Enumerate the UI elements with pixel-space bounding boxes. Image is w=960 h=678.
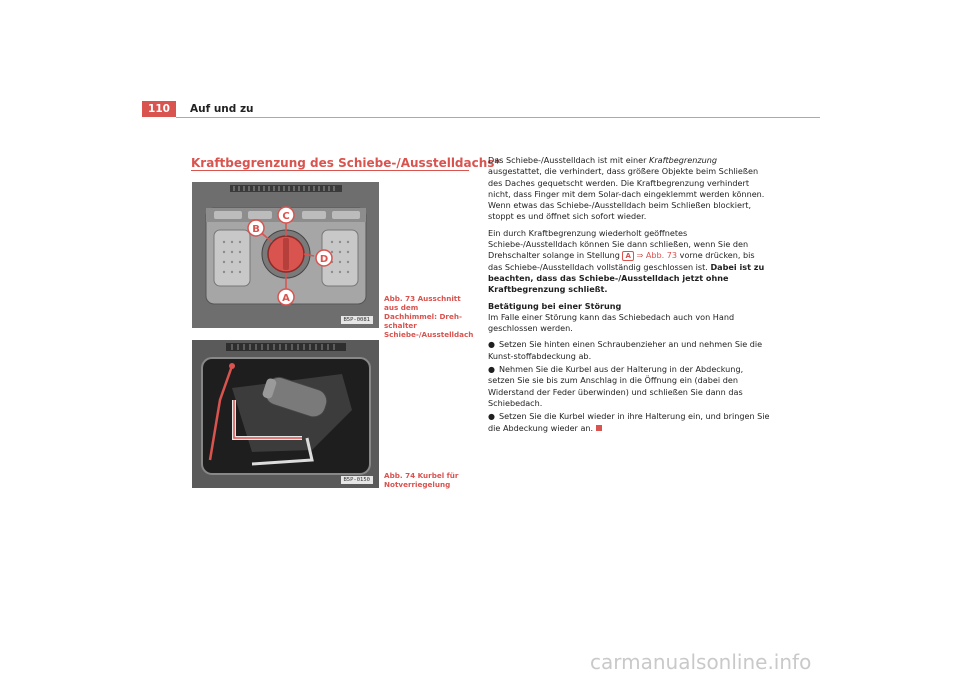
figure-73-image xyxy=(192,182,379,328)
paragraph-1 xyxy=(488,155,770,223)
body-text xyxy=(488,155,770,436)
bullet-item xyxy=(488,339,770,362)
bullet-item xyxy=(488,364,770,409)
bullet-icon: ● xyxy=(488,365,495,375)
paragraph-1-start: Das Schiebe-/Ausstelldach ist mit einer xyxy=(488,155,650,165)
paragraph-2-bold: Dabei ist zu beachten, dass das Schiebe-/Ausstelldach jetzt ohne Kraftbegrenzung schließt. xyxy=(488,261,765,295)
section-title: Kraftbegrenzung des Schiebe-/Ausstelldachs* xyxy=(191,156,501,170)
callout-d: D xyxy=(319,254,329,265)
paragraph-2-middle: vorne drücken, bis das Schiebe-/Ausstelldach vollständig geschlossen ist. xyxy=(488,250,755,272)
bullet-icon: ● xyxy=(488,340,495,350)
bullet-text: Setzen Sie die Kurbel wieder in ihre Halterung ein, und bringen Sie die Abdeckung wieder an. xyxy=(488,411,770,433)
paragraph-3: Im Falle einer Störung kann das Schiebedach auch von Hand geschlossen werden. xyxy=(488,311,735,334)
figure-74-image xyxy=(192,340,379,488)
callout-b: B xyxy=(252,224,260,235)
section-end-icon xyxy=(596,425,602,431)
bullet-icon: ● xyxy=(488,412,495,422)
callout-c: C xyxy=(282,211,290,222)
figure-74-code: B5P-0150 xyxy=(341,476,374,484)
paragraph-2 xyxy=(488,228,770,296)
section-rule xyxy=(191,170,469,171)
watermark: carmanualsonline.info xyxy=(590,650,812,674)
figure-reference-link[interactable]: ⇒ Abb. 73 xyxy=(636,250,678,261)
bullet-text: Nehmen Sie die Kurbel aus der Halterung in der Abdeckung, setzen Sie sie bis zum Anschlag in die Öffnung ein (dabei den Widerstand der Feder überwinden) und schließen Sie dann das Schiebedach. xyxy=(488,364,744,408)
subheading-malfunction: Betätigung bei einer Störung xyxy=(488,300,622,311)
chapter-title: Auf und zu xyxy=(190,103,254,115)
paragraph-1-end: ausgestattet, die verhindert, dass größere Objekte beim Schließen des Daches gequetscht werden. Die Kraftbegrenzung verhindert nicht, dass Finger mit dem Solar-dach eingeklemmt werden können. Wenn etwas das Schiebe-/Ausstelldach beim Schließen blockiert, stoppt es und öffnet sich sofort wieder. xyxy=(488,166,765,222)
figure-73-caption: Abb. 73 Ausschnitt aus dem Dachhimmel: Dreh-schalter Schiebe-/Ausstelldach xyxy=(384,294,474,339)
position-a-label: A xyxy=(622,251,633,261)
bullet-text: Setzen Sie hinten einen Schraubenzieher an und nehmen Sie die Kunst-stoffabdeckung ab. xyxy=(488,339,763,361)
bullet-item xyxy=(488,411,770,434)
header-rule xyxy=(176,117,820,118)
figure-74-caption: Abb. 74 Kurbel für Notverriegelung xyxy=(384,471,459,489)
paragraph-2-start: Ein durch Kraftbegrenzung wiederholt geöffnetes Schiebe-/Ausstelldach können Sie dann schließen, wenn Sie den Drehschalter solange in Stellung xyxy=(488,227,749,261)
page-number: 110 xyxy=(142,101,176,117)
paragraph-1-italic: Kraftbegrenzung xyxy=(649,155,717,165)
callout-a: A xyxy=(282,293,290,304)
figure-73-code: B5P-0081 xyxy=(341,316,374,324)
